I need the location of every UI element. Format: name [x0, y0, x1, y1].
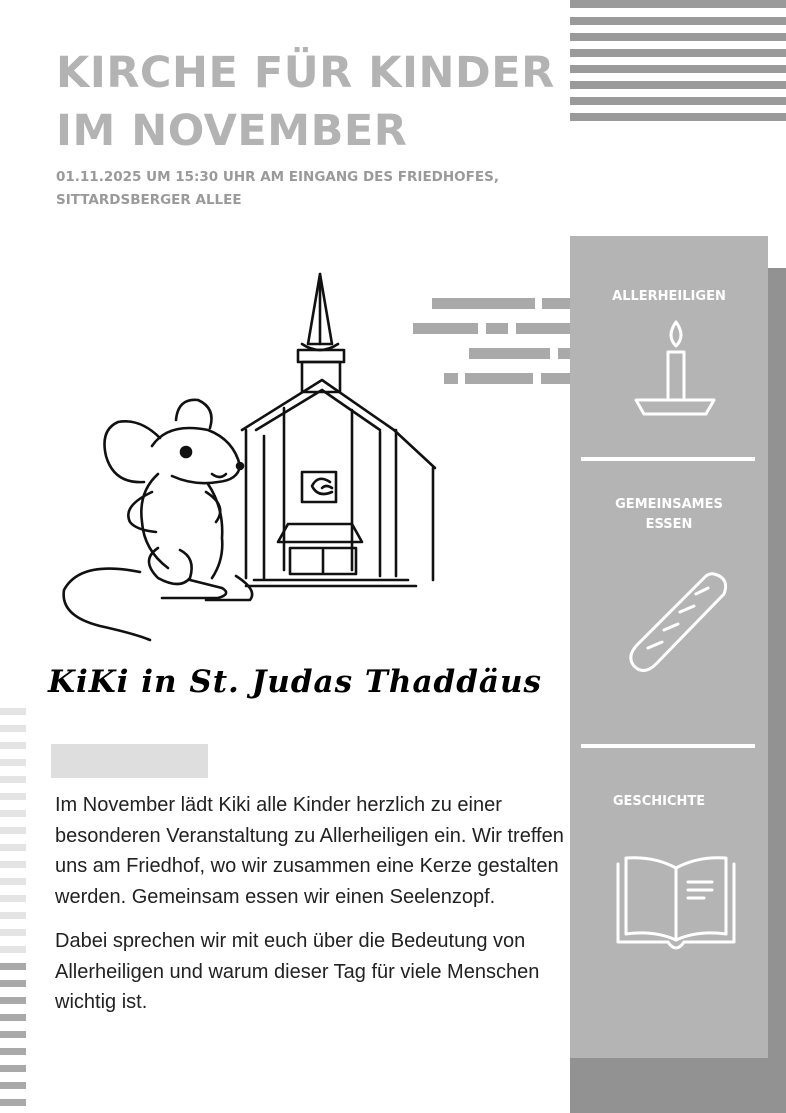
bread-icon [626, 566, 736, 676]
sidebar-panel [570, 236, 768, 1058]
kiki-church-illustration [40, 260, 470, 660]
event-description [55, 790, 575, 1032]
book-icon [614, 854, 738, 950]
church-drawing-icon [242, 274, 435, 586]
sidebar-frame-right [768, 268, 786, 1113]
event-date-location: 01.11.2025 UM 15:30 UHR AM EINGANG DES FRIEDHOFES, [56, 169, 499, 185]
sidebar-divider [581, 457, 755, 461]
kiki-mouse-icon [64, 400, 252, 640]
event-address: SITTARDSBERGER ALLEE [56, 192, 242, 208]
illustration-caption: KiKi in St. Judas Thaddäus [48, 664, 542, 700]
title-line-2: IM NOVEMBER [56, 106, 408, 156]
title-line-1: KIRCHE FÜR KINDER [56, 48, 555, 98]
sidebar-label-gemeinsames-essen: GEMEINSAMES ESSEN [615, 497, 723, 532]
sidebar-divider [581, 744, 755, 748]
decorative-stripes-top-right [570, 0, 786, 124]
sidebar-frame-bottom [570, 1058, 786, 1113]
accent-bar [51, 744, 208, 778]
sidebar-label-allerheiligen: ALLERHEILIGEN [612, 289, 726, 304]
event-details [56, 166, 536, 212]
page-title [56, 44, 555, 160]
description-paragraph-2: Dabei sprechen wir mit euch über die Bedeutung von Allerheiligen und warum dieser Tag für viele Menschen wichtig ist. [55, 930, 540, 1013]
decorative-stripes-left [0, 708, 26, 1113]
sidebar-label-geschichte: GESCHICHTE [612, 794, 706, 809]
candle-icon [630, 318, 720, 422]
description-paragraph-1: Im November lädt Kiki alle Kinder herzlich zu einer besonderen Veranstaltung zu Allerheiligen ein. Wir treffen uns am Friedhof, wo wir zusammen eine Kerze gestalten werden. Gemeinsam essen wir einen Seelenzopf. [55, 794, 564, 908]
